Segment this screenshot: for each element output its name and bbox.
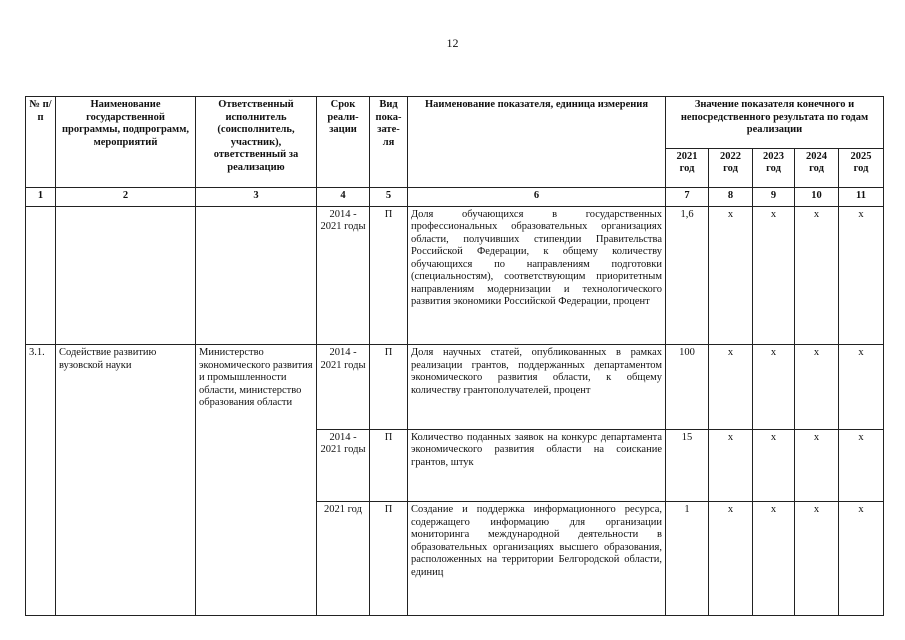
- header-year: 2024 год: [795, 148, 839, 187]
- row-program-name: Содействие развитию вузовской науки: [56, 345, 196, 616]
- row-value: х: [795, 345, 839, 430]
- table-row: [26, 345, 884, 430]
- row-indicator-type: П: [370, 206, 408, 345]
- column-number: 5: [370, 187, 408, 206]
- row-value: х: [839, 502, 884, 616]
- row-program-name: [56, 206, 196, 345]
- row-value: х: [839, 345, 884, 430]
- column-number: 8: [709, 187, 753, 206]
- row-value: х: [753, 429, 795, 501]
- row-value: х: [795, 429, 839, 501]
- row-number: 3.1.: [26, 345, 56, 616]
- row-indicator-type: П: [370, 345, 408, 430]
- page-number: 12: [446, 36, 459, 50]
- row-value: х: [709, 502, 753, 616]
- column-number: 4: [317, 187, 370, 206]
- header-row: [26, 97, 884, 149]
- column-number: 10: [795, 187, 839, 206]
- row-indicator: Доля научных статей, опубликованных в рамках реализации грантов, поддержанных департаментом экономического развития области, к общему количеству грантополучателей, процент: [408, 345, 666, 430]
- header-year: 2021 год: [666, 148, 709, 187]
- header-executor: Ответственный исполнитель (соисполнитель, участник), ответственный за реализацию: [196, 97, 317, 188]
- column-numbers-row: [26, 187, 884, 206]
- header-indicator-type: Вид пока-зате-ля: [370, 97, 408, 188]
- row-value: х: [839, 429, 884, 501]
- header-indicator-name: Наименование показателя, единица измерения: [408, 97, 666, 188]
- table-row: [26, 206, 884, 345]
- header-values-group: Значение показателя конечного и непосредственного результата по годам реализации: [666, 97, 884, 149]
- row-value: х: [753, 345, 795, 430]
- row-value: х: [839, 206, 884, 345]
- row-value: 1: [666, 502, 709, 616]
- header-year: 2023 год: [753, 148, 795, 187]
- row-value: 1,6: [666, 206, 709, 345]
- row-value: х: [709, 345, 753, 430]
- column-number: 11: [839, 187, 884, 206]
- column-number: 2: [56, 187, 196, 206]
- row-indicator: Количество поданных заявок на конкурс департамента экономического развития области на соискание грантов, штук: [408, 429, 666, 501]
- indicators-table: [25, 96, 884, 616]
- row-period: 2014 - 2021 годы: [317, 429, 370, 501]
- row-executor: Министерство экономического развития и промышленности области, министерство образования области: [196, 345, 317, 616]
- row-value: х: [709, 206, 753, 345]
- row-indicator: Доля обучающихся в государственных профессиональных образовательных организациях области, получивших стипендии Правительства Российской Федерации, к общему количеству обучающихся по направлениям подготовки (специальностям), соответствующим приоритетным направлениям модернизации и технологического развития экономики Российской Федерации, процент: [408, 206, 666, 345]
- column-number: 6: [408, 187, 666, 206]
- row-value: х: [709, 429, 753, 501]
- row-indicator-type: П: [370, 429, 408, 501]
- row-value: 15: [666, 429, 709, 501]
- header-number: № п/п: [26, 97, 56, 188]
- row-indicator-type: П: [370, 502, 408, 616]
- header-program-name: Наименование государственной программы, подпрограмм, мероприятий: [56, 97, 196, 188]
- row-executor: [196, 206, 317, 345]
- column-number: 9: [753, 187, 795, 206]
- column-number: 1: [26, 187, 56, 206]
- column-number: 3: [196, 187, 317, 206]
- header-year: 2022 год: [709, 148, 753, 187]
- row-indicator: Создание и поддержка информационного ресурса, содержащего информацию для организации мониторинга международной деятельности в образовательных организациях высшего образования, расположенных на территории Белгородской области, единиц: [408, 502, 666, 616]
- header-year: 2025 год: [839, 148, 884, 187]
- row-number: [26, 206, 56, 345]
- row-value: 100: [666, 345, 709, 430]
- row-value: х: [795, 502, 839, 616]
- row-value: х: [753, 206, 795, 345]
- row-period: 2014 - 2021 годы: [317, 206, 370, 345]
- row-value: х: [795, 206, 839, 345]
- row-period: 2021 год: [317, 502, 370, 616]
- column-number: 7: [666, 187, 709, 206]
- row-value: х: [753, 502, 795, 616]
- row-period: 2014 - 2021 годы: [317, 345, 370, 430]
- header-period: Срок реали-зации: [317, 97, 370, 188]
